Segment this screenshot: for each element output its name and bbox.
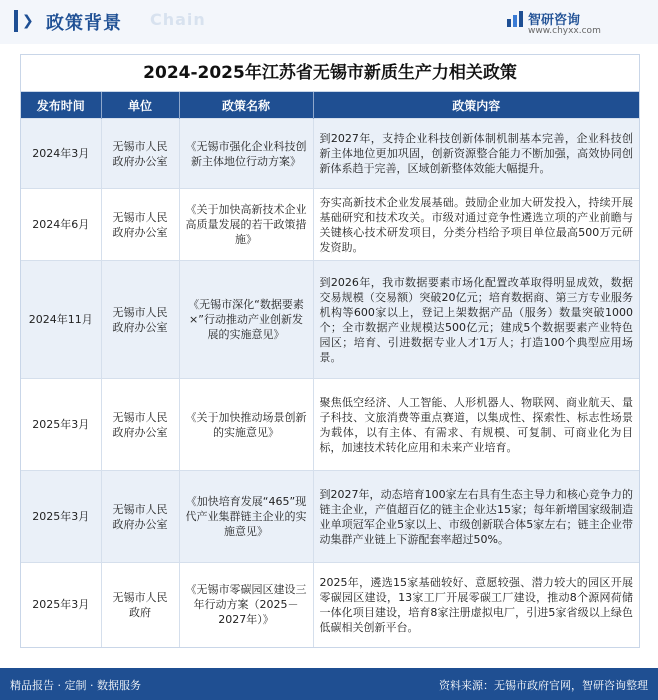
table-row [21,261,639,379]
cell-policy-content: 到2026年，我市数据要素市场化配置改革取得明显成效，数据交易规模（交易额）突破20亿元；培育数据商、第三方专业服务机构等600家以上，登记上架数据产品（服务）数量突破1000个；全市数据产业规模达500亿元；建成5个数据要素产业特色园区；培育、引进数据专业人才1万人；打造100个典型应用场景。 [313,261,639,379]
brand-logo [506,8,646,38]
logo-url: www.chyxx.com [528,26,601,36]
cell-unit: 无锡市人民政府办公室 [101,261,179,379]
policy-table [21,92,639,647]
header-accent [14,10,18,32]
cell-date: 2024年6月 [21,189,101,261]
column-header-date: 发布时间 [21,92,101,119]
table-row [21,471,639,563]
cell-policy-name: 《无锡市零碳园区建设三年行动方案（2025－2027年）》 [179,563,313,647]
cell-policy-name: 《无锡市深化“数据要素×”行动推动产业创新发展的实施意见》 [179,261,313,379]
cell-unit: 无锡市人民政府办公室 [101,471,179,563]
header-watermark: Chain [150,10,206,29]
table-row [21,189,639,261]
table-title: 2024-2025年江苏省无锡市新质生产力相关政策 [21,55,639,92]
cell-unit: 无锡市人民政府办公室 [101,119,179,189]
cell-policy-content: 2025年，遴选15家基础较好、意愿较强、潜力较大的园区开展零碳园区建设，13家工厂开展零碳工厂建设，推动8个源网荷储一体化项目建设，培育8家注册虚拟电厂，引进5家省级以上绿色低碳相关创新平台。 [313,563,639,647]
cell-policy-content: 夯实高新技术企业发展基础。鼓励企业加大研发投入，持续开展基础研究和技术攻关。市级对通过竞争性遴选立项的产业前瞻与关键核心技术研发项目，分类分档给予项目单位最高500万元研发资助。 [313,189,639,261]
cell-unit: 无锡市人民政府办公室 [101,379,179,471]
logo-name: 智研咨询 [528,13,581,28]
column-header-unit: 单位 [101,92,179,119]
cell-unit: 无锡市人民政府办公室 [101,189,179,261]
footer-source: 资料来源：无锡市政府官网，智研咨询整理 [439,679,648,692]
cell-date: 2024年11月 [21,261,101,379]
cell-date: 2024年3月 [21,119,101,189]
table-row [21,379,639,471]
table-row [21,119,639,189]
cell-policy-content: 到2027年，动态培育100家左右具有生态主导力和核心竞争力的链主企业，产值超百亿的链主企业达15家；每年新增国家级制造业单项冠军企业5家以上、市级创新联合体5家左右；链主企业带动集群产业链上下游配套率超过50%。 [313,471,639,563]
cell-policy-name: 《关于加快推动场景创新的实施意见》 [179,379,313,471]
cell-policy-name: 《无锡市强化企业科技创新主体地位行动方案》 [179,119,313,189]
footer-bar [0,668,658,700]
cell-date: 2025年3月 [21,379,101,471]
section-title: 政策背景 [46,13,122,34]
column-header-content: 政策内容 [313,92,639,119]
cell-policy-content: 到2027年，支持企业科技创新体制机制基本完善，企业科技创新主体地位更加巩固，创新资源整合能力不断加强，高效协同创新体系趋于完善，区域创新整体效能大幅提升。 [313,119,639,189]
cell-policy-name: 《加快培育发展“465”现代产业集群链主企业的实施意见》 [179,471,313,563]
header-bar [0,0,658,44]
cell-unit: 无锡市人民政府 [101,563,179,647]
table-header-row [21,92,639,119]
logo-icon [506,10,524,28]
column-header-name: 政策名称 [179,92,313,119]
policy-table-container [20,54,640,648]
table-row [21,563,639,647]
cell-date: 2025年3月 [21,471,101,563]
cell-date: 2025年3月 [21,563,101,647]
cell-policy-content: 聚焦低空经济、人工智能、人形机器人、物联网、商业航天、量子科技、文旅消费等重点赛道，以集成性、探索性、标志性场景为载体，以有主体、有需求、有规模、可复制、可商业化为目标，加速技术转化应用和未来产业培育。 [313,379,639,471]
cell-policy-name: 《关于加快高新技术企业高质量发展的若干政策措施》 [179,189,313,261]
chevron-right-icon: ❯ [22,13,34,29]
footer-services: 精品报告 · 定制 · 数据服务 [10,679,141,692]
